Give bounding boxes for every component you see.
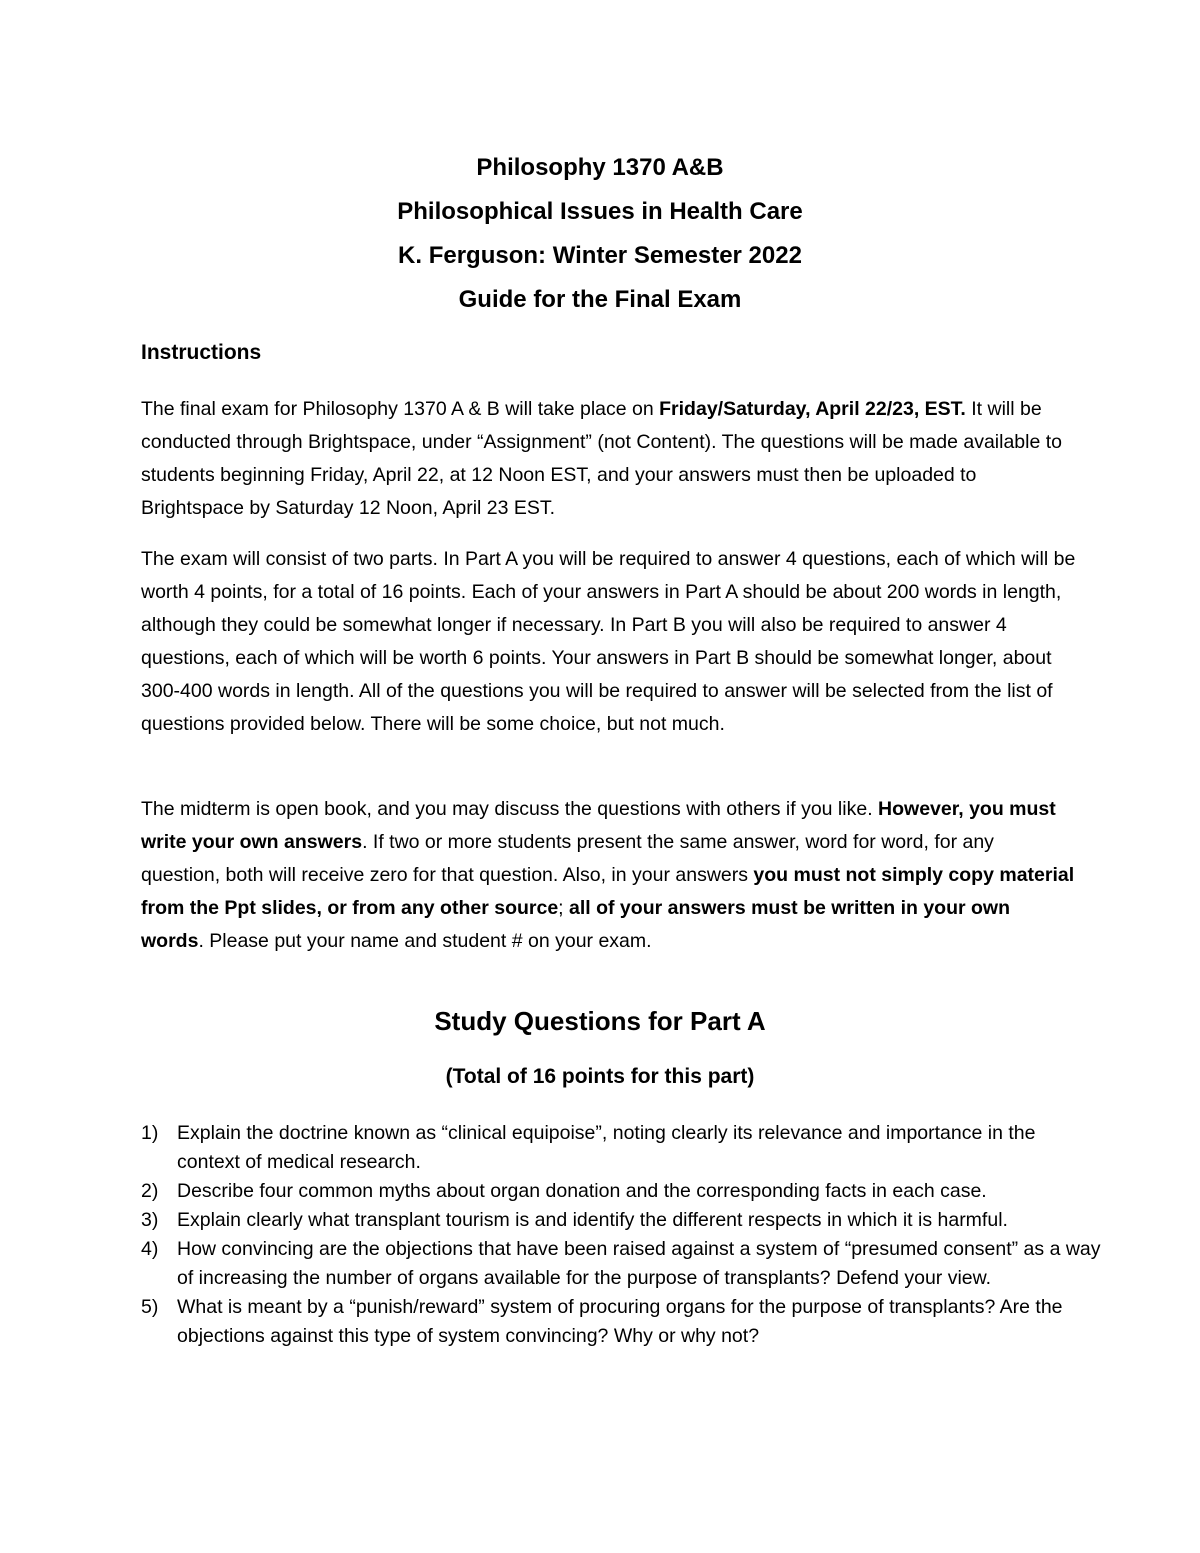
paragraph-text: The midterm is open book, and you may discuss the questions with others if you like. xyxy=(141,798,879,820)
document-title: Guide for the Final Exam xyxy=(458,286,742,313)
question-number: 3) xyxy=(141,1209,159,1231)
list-item xyxy=(141,1235,1101,1293)
paragraph-text: It will be conducted through Brightspace, under “Assignment” (not Content). The questions will be made available to students beginning Friday, April 22, at 12 Noon EST, and your answers must then be uploaded to Brightspace by Saturday 12 Noon, April 23 EST. xyxy=(141,398,1063,519)
list-item xyxy=(141,1206,1101,1235)
own-words-bold: all of your answers must be written in your own words xyxy=(141,897,1011,952)
paragraph-text: ; xyxy=(558,897,570,919)
exam-structure-paragraph: The exam will consist of two parts. In Part A you will be required to answer 4 questions, each of which will be worth 4 points, for a total of 16 points. Each of your answers in Part A should be about 200 words in length, although they could be somewhat longer if necessary. In Part B you will also be required to answer 4 questions, each of which will be worth 6 points. Your answers in Part B should be somewhat longer, about 300-400 words in length. All of the questions you will be required to answer will be selected from the list of questions provided below. There will be some choice, but not much. xyxy=(141,548,1076,735)
paragraph-text: The final exam for Philosophy 1370 A & B will take place on xyxy=(141,398,660,420)
list-item xyxy=(141,1293,1101,1351)
question-text: Explain clearly what transplant tourism is and identify the different respects in which it is harmful. xyxy=(177,1209,1008,1231)
paragraph-text: . Please put your name and student # on your exam. xyxy=(198,930,652,952)
exam-schedule-paragraph xyxy=(141,393,1076,525)
question-number: 5) xyxy=(141,1296,159,1318)
question-text: What is meant by a “punish/reward” system of procuring organs for the purpose of transplants? Are the objections against this type of system convincing? Why or why not? xyxy=(177,1296,1063,1347)
paragraph-text: . If two or more students present the same answer, word for word, for any question, both will receive zero for that question. Also, in your answers xyxy=(141,831,994,886)
instructions-heading: Instructions xyxy=(141,341,262,364)
course-number: Philosophy 1370 A&B xyxy=(476,154,724,181)
course-title: Philosophical Issues in Health Care xyxy=(397,198,803,225)
part-a-heading: Study Questions for Part A xyxy=(434,1006,766,1036)
own-answers-bold: However, you must write your own answers xyxy=(141,798,1056,853)
question-text: How convincing are the objections that have been raised against a system of “presumed consent” as a way of increasing the number of organs available for the purpose of transplants? Defend your view. xyxy=(177,1238,1101,1289)
exam-date-bold: Friday/Saturday, April 22/23, EST. xyxy=(659,398,966,420)
question-text: Describe four common myths about organ donation and the corresponding facts in each case. xyxy=(177,1180,987,1202)
question-list xyxy=(141,1119,1101,1351)
part-a-points: (Total of 16 points for this part) xyxy=(445,1065,755,1088)
list-item xyxy=(141,1119,1101,1177)
question-text: Explain the doctrine known as “clinical equipoise”, noting clearly its relevance and importance in the context of medical research. xyxy=(177,1122,1036,1173)
document-header xyxy=(0,146,1200,322)
instructor-term: K. Ferguson: Winter Semester 2022 xyxy=(398,242,802,269)
question-number: 1) xyxy=(141,1122,159,1144)
no-copy-bold: you must not simply copy material from the Ppt slides, or from any other source xyxy=(141,864,1075,919)
question-number: 2) xyxy=(141,1180,159,1202)
question-number: 4) xyxy=(141,1238,159,1260)
exam-rules-paragraph xyxy=(141,793,1076,958)
list-item xyxy=(141,1177,1101,1206)
